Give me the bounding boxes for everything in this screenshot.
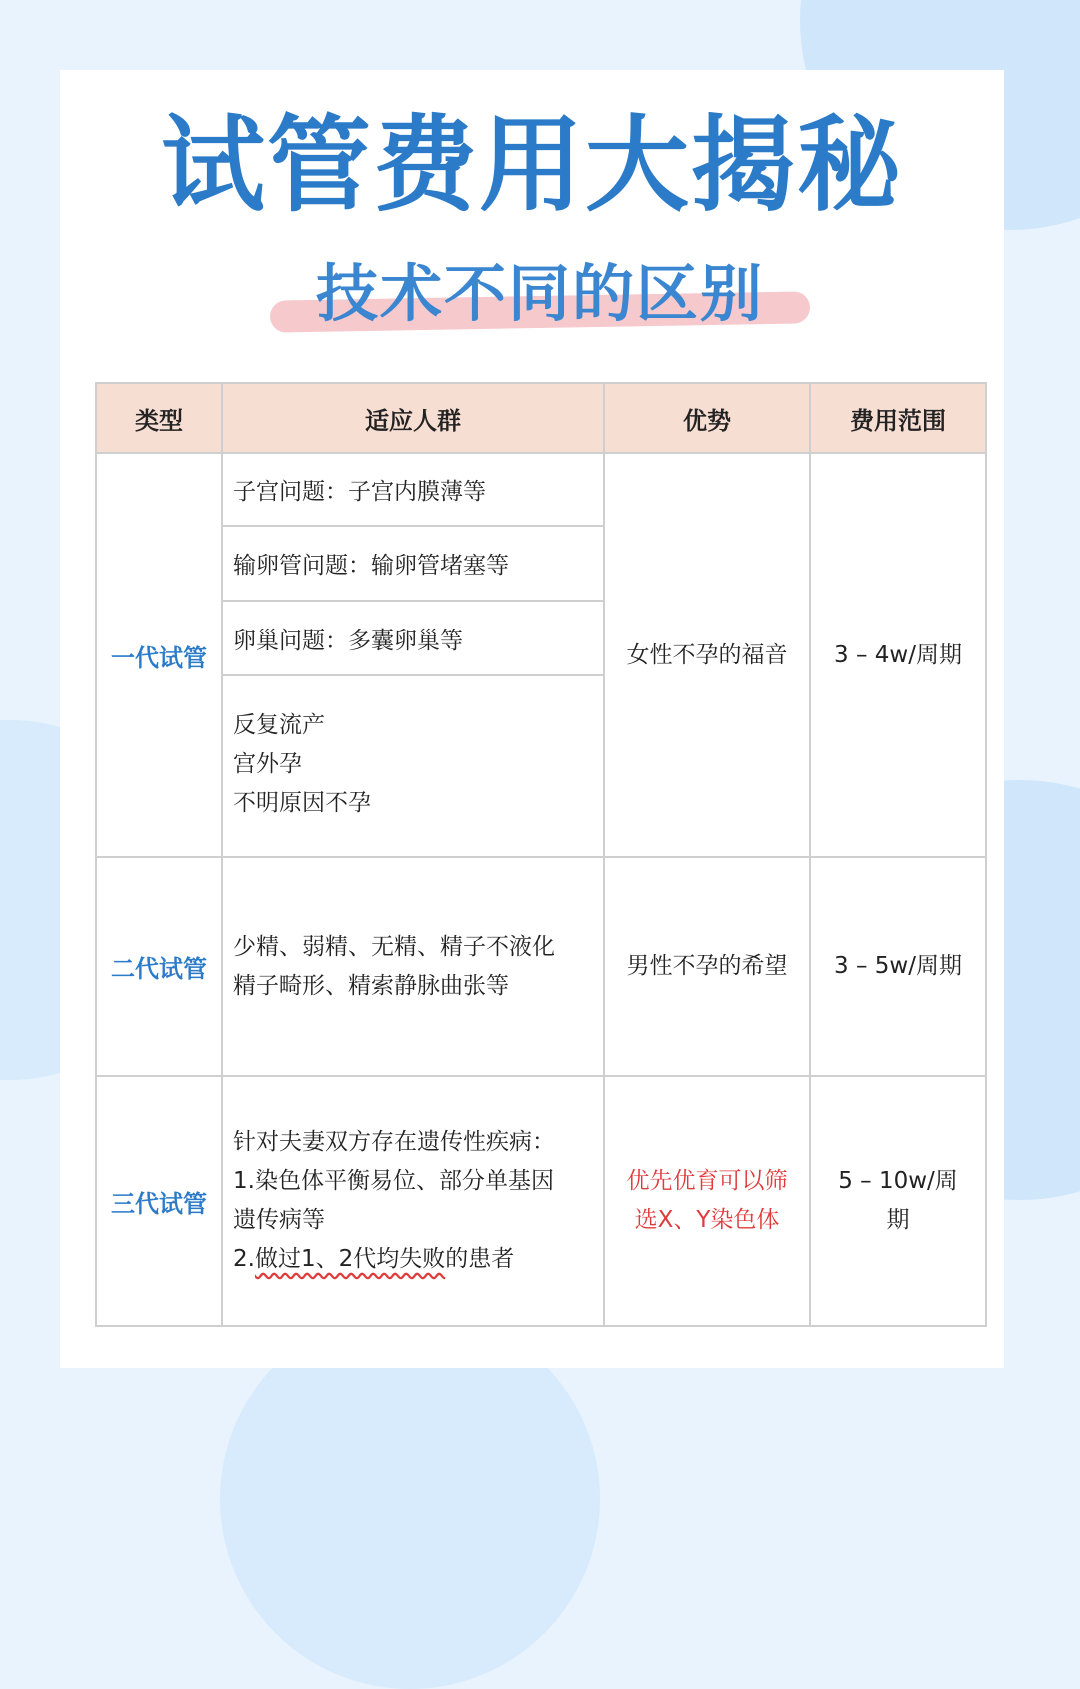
row-cost: 3 – 5w/周期	[810, 857, 986, 1076]
page-title: 试管费用大揭秘	[160, 104, 903, 226]
row-advantage	[604, 1076, 810, 1326]
row-type: 三代试管	[96, 1076, 222, 1326]
header-type: 类型	[96, 383, 222, 453]
condition-item: 输卵管问题：输卵管堵塞等	[223, 527, 603, 602]
row-advantage: 男性不孕的希望	[604, 857, 810, 1076]
page-subtitle: 技术不同的区别	[315, 257, 764, 330]
advantage-line: 优先优育可以筛	[626, 1168, 788, 1194]
condition-line: 遗传病等	[233, 1207, 325, 1233]
cost-line: 5 – 10w/周	[838, 1168, 958, 1194]
row-advantage: 女性不孕的福音	[604, 453, 810, 857]
row-cost: 3 – 4w/周期	[810, 453, 986, 857]
condition-item: 子宫问题：子宫内膜薄等	[223, 454, 603, 527]
header-advantage: 优势	[604, 383, 810, 453]
condition-line: 宫外孕	[233, 751, 302, 777]
table-row	[96, 857, 986, 1076]
condition-item	[223, 676, 603, 853]
table-header-row	[96, 383, 986, 453]
content-card	[60, 70, 1004, 1368]
row-type: 一代试管	[96, 453, 222, 857]
condition-item: 卵巢问题：多囊卵巢等	[223, 602, 603, 676]
condition-line: 精子畸形、精索静脉曲张等	[233, 972, 509, 999]
row-type: 二代试管	[96, 857, 222, 1076]
condition-line	[233, 1240, 593, 1279]
ivf-cost-table	[95, 382, 987, 1327]
condition-line: 1.染色体平衡易位、部分单基因	[233, 1168, 554, 1194]
subtitle-block	[270, 252, 810, 336]
condition-suffix: 的患者	[445, 1246, 515, 1272]
row-cost	[810, 1076, 986, 1326]
advantage-line: 选X、Y染色体	[634, 1207, 780, 1233]
condition-underlined: 做过1、2代均失败	[254, 1246, 446, 1272]
condition-line: 少精、弱精、无精、精子不液化	[233, 933, 555, 960]
row-conditions	[222, 1076, 604, 1326]
table-row	[96, 1076, 986, 1326]
condition-line: 不明原因不孕	[233, 790, 371, 816]
condition-line: 反复流产	[233, 712, 325, 738]
condition-line: 针对夫妻双方存在遗传性疾病：	[233, 1129, 555, 1155]
row-conditions	[222, 857, 604, 1076]
cost-line: 期	[886, 1207, 910, 1233]
header-population: 适应人群	[222, 383, 604, 453]
row-conditions	[222, 453, 604, 857]
table-row	[96, 453, 986, 857]
header-cost-range: 费用范围	[810, 383, 986, 453]
condition-prefix: 2.	[233, 1246, 255, 1272]
